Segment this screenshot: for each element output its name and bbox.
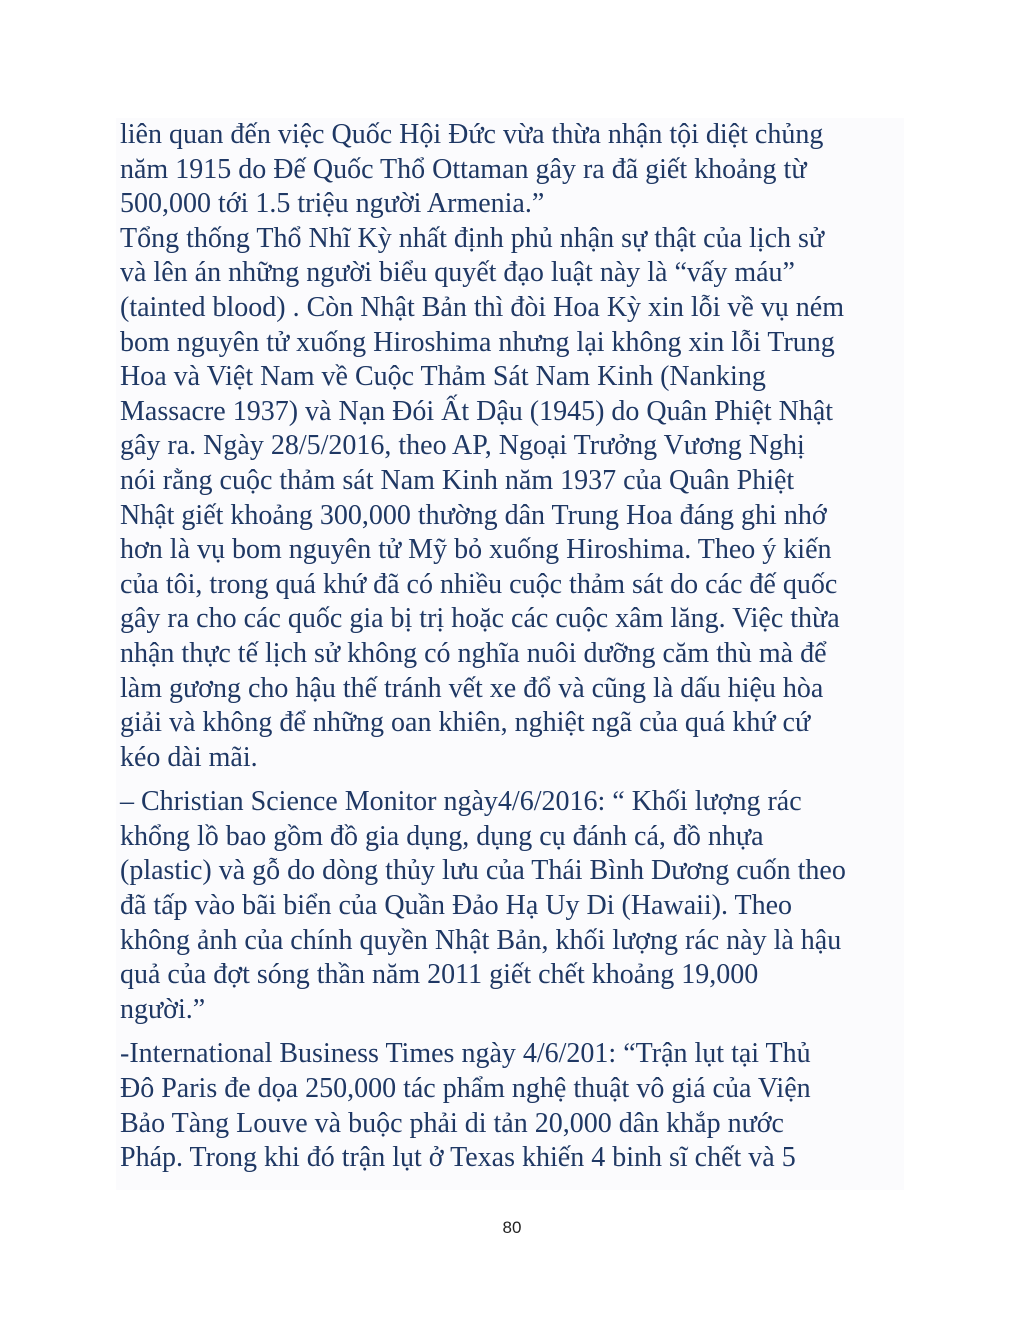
text-block	[116, 118, 904, 1190]
paragraph-genocide-continued: liên quan đến việc Quốc Hội Đức vừa thừa nhận tội diệt chủng năm 1915 do Đế Quốc Thổ Ottaman gây ra đã giết khoảng từ 500,000 tới 1.5 triệu người Armenia.”	[120, 119, 824, 220]
paragraph-historical-apology: Tổng thống Thổ Nhĩ Kỳ nhất định phủ nhận sự thật của lịch sử và lên án những người biểu quyết đạo luật này là “vấy máu” (tainted blood) . Còn Nhật Bản thì đòi Hoa Kỳ xin lỗi về vụ ném bom nguyên tử xuống Hiroshima nhưng lại không xin lỗi Trung Hoa và Việt Nam về Cuộc Thảm Sát Nam Kinh (Nanking Massacre 1937) và Nạn Đói Ất Dậu (1945) do Quân Phiệt Nhật gây ra. Ngày 28/5/2016, theo AP, Ngoại Trưởng Vương Nghị nói rằng cuộc thảm sát Nam Kinh năm 1937 của Quân Phiệt Nhật giết khoảng 300,000 thường dân Trung Hoa đáng ghi nhớ hơn là vụ bom nguyên tử Mỹ bỏ xuống Hiroshima. Theo ý kiến của tôi, trong quá khứ đã có nhiều cuộc thảm sát do các đế quốc gây ra cho các quốc gia bị trị hoặc các cuộc xâm lăng. Việc thừa nhận thực tế lịch sử không có nghĩa nuôi dưỡng căm thù mà để làm gương cho hậu thế tránh vết xe đổ và cũng là dấu hiệu hòa giải và không để những oan khiên, nghiệt ngã của quá khứ cứ kéo dài mãi.	[120, 222, 845, 773]
page-number: 80	[502, 1218, 522, 1237]
paragraph-christian-science-monitor: – Christian Science Monitor ngày4/6/2016: “ Khối lượng rác khổng lồ bao gồm đồ gia dụng, dụng cụ đánh cá, đồ nhựa (plastic) và gỗ do dòng thủy lưu của Thái Bình Dương cuốn theo đã tấp vào bãi biển của Quần Đảo Hạ Uy Di (Hawaii). Theo không ảnh của chính quyền Nhật Bản, khối lượng rác này là hậu quả của đợt sóng thần năm 2011 giết chết khoảng 19,000 người.”	[120, 786, 846, 1025]
paragraph-international-business-times: -International Business Times ngày 4/6/201: “Trận lụt tại Thủ Đô Paris đe dọa 250,000 tác phẩm nghệ thuật vô giá của Viện Bảo Tàng Louve và buộc phải di tản 20,000 dân khắp nước Pháp. Trong khi đó trận lụt ở Texas khiến 4 binh sĩ chết và 5	[120, 1038, 811, 1174]
